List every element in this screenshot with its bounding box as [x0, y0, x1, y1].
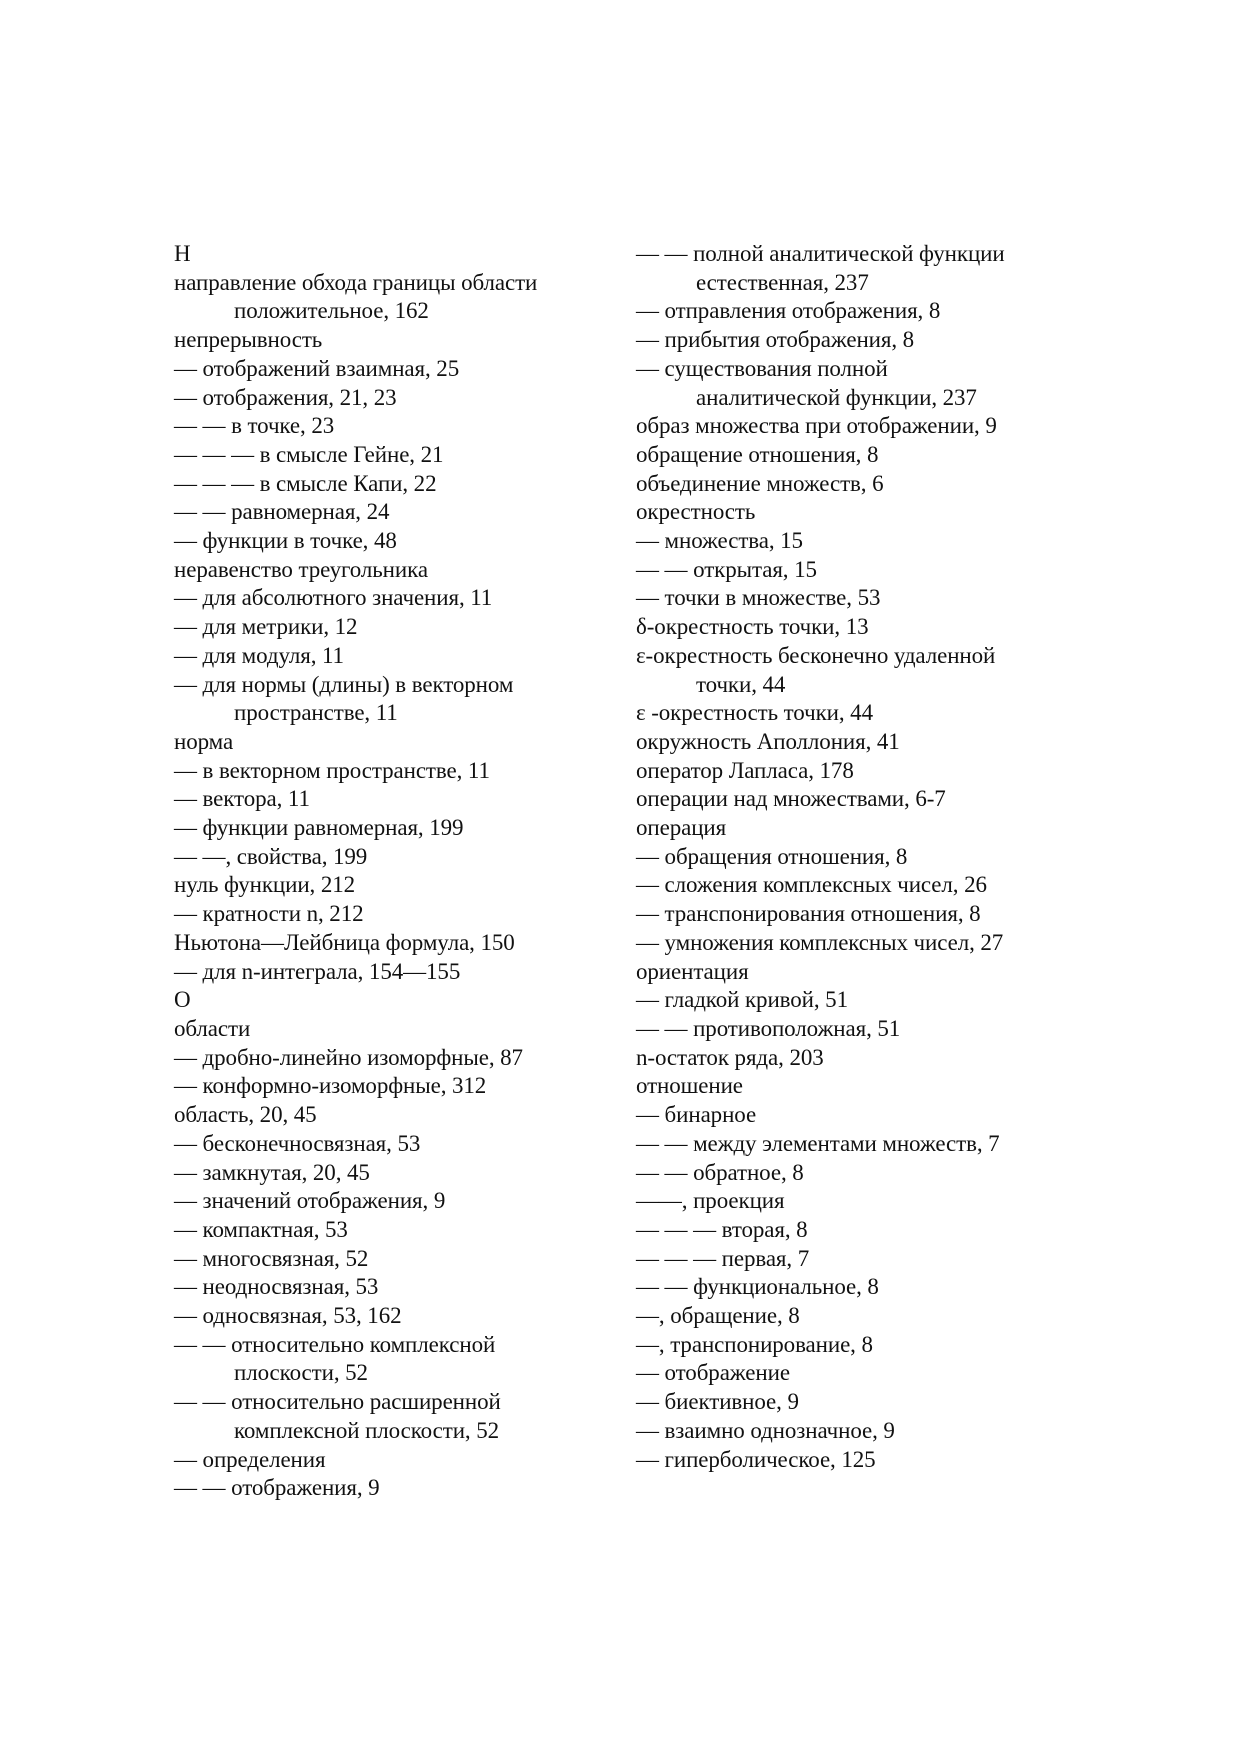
index-entry — [174, 1187, 614, 1216]
index-entry-continuation: аналитической функции, 237 — [696, 384, 977, 410]
index-entry-text: — биективное, 9 — [636, 1389, 799, 1415]
index-entry-text: — функции в точке, 48 — [174, 528, 397, 554]
index-entry-text: — для абсолютного значения, 11 — [174, 585, 493, 611]
index-entry — [636, 1359, 1076, 1388]
index-entry — [636, 441, 1076, 470]
index-entry — [636, 613, 1076, 642]
index-entry-text: — отображение — [636, 1360, 790, 1386]
index-entry — [174, 1302, 614, 1331]
index-entry — [174, 1216, 614, 1245]
index-entry — [636, 1446, 1076, 1475]
index-entry — [174, 613, 614, 642]
index-entry — [174, 269, 614, 326]
index-entry — [174, 785, 614, 814]
index-entry-text: — значений отображения, 9 — [174, 1188, 446, 1214]
index-entry-text: — — относительно расширенной — [174, 1389, 501, 1415]
index-entry — [636, 1245, 1076, 1274]
index-entry-text: — транспонирования отношения, 8 — [636, 901, 981, 927]
index-entry — [636, 1216, 1076, 1245]
index-entry — [174, 1101, 614, 1130]
index-entry-text: объединение множеств, 6 — [636, 470, 884, 496]
index-entry-text: — — — вторая, 8 — [636, 1216, 808, 1242]
index-entry — [174, 814, 614, 843]
index-entry-text: — конформно-изоморфные, 312 — [174, 1073, 487, 1099]
index-entry — [636, 1331, 1076, 1360]
index-entry — [636, 1015, 1076, 1044]
index-entry — [174, 1331, 614, 1388]
index-entry-text: — для метрики, 12 — [174, 614, 358, 640]
index-entry-text: — — открытая, 15 — [636, 556, 817, 582]
index-entry — [174, 556, 614, 585]
index-entry — [636, 728, 1076, 757]
index-entry-text: — — отображения, 9 — [174, 1475, 380, 1501]
index-entry-text: — — — в смысле Капи, 22 — [174, 470, 437, 496]
index-entry — [636, 1101, 1076, 1130]
index-entry-text: ориентация — [636, 958, 749, 984]
index-entry-text: — гиперболическое, 125 — [636, 1446, 876, 1472]
index-entry — [636, 1302, 1076, 1331]
index-entry-continuation: комплексной плоскости, 52 — [234, 1417, 500, 1443]
index-entry — [174, 384, 614, 413]
index-entry-continuation: пространстве, 11 — [234, 700, 398, 726]
index-entry — [636, 1187, 1076, 1216]
index-entry — [174, 355, 614, 384]
index-entry-text: —, обращение, 8 — [636, 1303, 800, 1329]
index-entry-text: — вектора, 11 — [174, 786, 310, 812]
index-entry — [636, 642, 1076, 699]
index-entry-text: обращение отношения, 8 — [636, 441, 879, 467]
index-entry — [636, 900, 1076, 929]
index-entry-text: — функции равномерная, 199 — [174, 815, 464, 841]
index-entry — [636, 527, 1076, 556]
index-entry-text: — — противоположная, 51 — [636, 1015, 901, 1041]
index-entry — [174, 871, 614, 900]
index-entry-text: — односвязная, 53, 162 — [174, 1303, 402, 1329]
index-entry-text: — многосвязная, 52 — [174, 1245, 369, 1271]
index-entry — [174, 900, 614, 929]
index-entry-text: — — равномерная, 24 — [174, 499, 390, 525]
index-entry — [636, 326, 1076, 355]
index-entry — [636, 355, 1076, 412]
index-entry-text: операции над множествами, 6-7 — [636, 786, 946, 812]
index-entry — [174, 1446, 614, 1475]
index-entry — [636, 1388, 1076, 1417]
index-entry-text: — дробно-линейно изоморфные, 87 — [174, 1044, 523, 1070]
index-entry-text: оператор Лапласа, 178 — [636, 757, 854, 783]
index-entry-text: — компактная, 53 — [174, 1216, 348, 1242]
index-entry-text: — — функциональное, 8 — [636, 1274, 879, 1300]
index-entry-text: — в векторном пространстве, 11 — [174, 757, 490, 783]
index-entry — [636, 843, 1076, 872]
index-entry-text: Н — [174, 241, 191, 266]
index-entry — [636, 1130, 1076, 1159]
index-entry-text: — — между элементами множеств, 7 — [636, 1130, 1000, 1156]
index-entry — [174, 412, 614, 441]
index-entry — [174, 757, 614, 786]
index-entry — [636, 699, 1076, 728]
index-entry-continuation: естественная, 237 — [696, 269, 869, 295]
index-entry-text: — — относительно комплексной — [174, 1331, 496, 1357]
index-entry-text: — бесконечносвязная, 53 — [174, 1130, 421, 1156]
index-entry — [636, 757, 1076, 786]
index-entry-text: ε -окрестность точки, 44 — [636, 700, 873, 726]
index-entry — [636, 1273, 1076, 1302]
index-entry — [174, 958, 614, 987]
index-entry — [174, 728, 614, 757]
index-entry-text: — — обратное, 8 — [636, 1159, 804, 1185]
index-entry-text: область, 20, 45 — [174, 1102, 317, 1128]
index-entry-text: непрерывность — [174, 327, 323, 353]
index-entry-text: — для нормы (длины) в векторном — [174, 671, 514, 697]
index-entry — [636, 498, 1076, 527]
index-entry — [174, 1159, 614, 1188]
index-entry-text: — — в точке, 23 — [174, 413, 335, 439]
index-entry-text: нуль функции, 212 — [174, 872, 356, 898]
index-entry-text: — сложения комплексных чисел, 26 — [636, 872, 987, 898]
index-entry-text: — для n-интеграла, 154—155 — [174, 958, 461, 984]
index-entry — [636, 470, 1076, 499]
index-entry — [174, 1388, 614, 1445]
index-entry-text: области — [174, 1015, 251, 1041]
index-entry-text: образ множества при отображении, 9 — [636, 413, 997, 439]
index-entry — [636, 871, 1076, 900]
index-entry — [636, 240, 1076, 297]
index-entry — [174, 326, 614, 355]
index-entry — [636, 814, 1076, 843]
index-entry — [174, 441, 614, 470]
index-entry-text: — отображений взаимная, 25 — [174, 355, 460, 381]
index-entry — [636, 584, 1076, 613]
index-entry-text: — умножения комплексных чисел, 27 — [636, 929, 1004, 955]
index-entry-text: n-остаток ряда, 203 — [636, 1044, 824, 1070]
index-entry — [174, 671, 614, 728]
index-entry-text: — неодносвязная, 53 — [174, 1274, 379, 1300]
index-entry-text: — бинарное — [636, 1102, 757, 1128]
index-entry — [174, 642, 614, 671]
index-entry-text: — кратности n, 212 — [174, 901, 364, 927]
index-entry — [174, 527, 614, 556]
index-entry — [636, 556, 1076, 585]
index-entry-text: окружность Аполлония, 41 — [636, 728, 900, 754]
index-entry-text: — определения — [174, 1446, 326, 1472]
index-entry — [636, 986, 1076, 1015]
index-entry — [636, 1072, 1076, 1101]
index-entry-text: — гладкой кривой, 51 — [636, 987, 848, 1013]
index-entry-text: — для модуля, 11 — [174, 642, 344, 668]
index-entry-text: Ньютона—Лейбница формула, 150 — [174, 929, 515, 955]
index-entry-text: — — — в смысле Гейне, 21 — [174, 441, 444, 467]
index-entry — [174, 1273, 614, 1302]
index-entry — [636, 297, 1076, 326]
index-entry-text: — прибытия отображения, 8 — [636, 327, 915, 353]
index-entry-text: — — полной аналитической функции — [636, 241, 1005, 266]
index-entry — [174, 986, 614, 1015]
index-entry-text: — отображения, 21, 23 — [174, 384, 397, 410]
index-column-right — [636, 240, 1076, 1474]
index-entry-text: δ-окрестность точки, 13 — [636, 614, 869, 640]
index-entry — [174, 843, 614, 872]
index-entry — [636, 929, 1076, 958]
index-entry — [636, 1159, 1076, 1188]
index-entry-text: операция — [636, 815, 727, 841]
index-entry-text: ε-окрестность бесконечно удаленной — [636, 642, 996, 668]
index-entry — [174, 929, 614, 958]
index-entry-text: норма — [174, 728, 234, 754]
index-entry-text: — —, свойства, 199 — [174, 843, 368, 869]
index-entry-text: — — — первая, 7 — [636, 1245, 810, 1271]
index-entry-text: неравенство треугольника — [174, 556, 428, 582]
index-entry-continuation: точки, 44 — [696, 671, 786, 697]
index-entry-text: отношение — [636, 1073, 743, 1099]
index-entry — [174, 1474, 614, 1503]
index-entry — [636, 958, 1076, 987]
index-entry-text: — точки в множестве, 53 — [636, 585, 881, 611]
index-entry — [174, 1072, 614, 1101]
index-entry — [636, 412, 1076, 441]
index-entry — [174, 584, 614, 613]
index-entry-text: —, транспонирование, 8 — [636, 1331, 873, 1357]
index-entry-text: — взаимно однозначное, 9 — [636, 1417, 895, 1443]
index-entry-text: О — [174, 987, 191, 1013]
index-entry-text: — множества, 15 — [636, 528, 803, 554]
index-entry-text: — замкнутая, 20, 45 — [174, 1159, 370, 1185]
index-entry — [174, 1044, 614, 1073]
index-entry — [636, 1044, 1076, 1073]
index-entry-text: — существования полной — [636, 355, 888, 381]
index-entry — [174, 240, 614, 269]
index-entry-text: — отправления отображения, 8 — [636, 298, 941, 324]
index-entry — [174, 1245, 614, 1274]
index-entry — [636, 1417, 1076, 1446]
index-entry — [174, 1130, 614, 1159]
index-entry-text: окрестность — [636, 499, 756, 525]
index-column-left — [174, 240, 614, 1503]
index-entry-text: — обращения отношения, 8 — [636, 843, 908, 869]
index-entry-continuation: положительное, 162 — [234, 298, 429, 324]
index-entry — [174, 498, 614, 527]
index-entry — [636, 785, 1076, 814]
index-entry — [174, 470, 614, 499]
index-entry — [174, 1015, 614, 1044]
index-entry-text: направление обхода границы области — [174, 269, 538, 295]
index-entry-continuation: плоскости, 52 — [234, 1360, 368, 1386]
index-entry-text: ——, проекция — [636, 1188, 785, 1214]
